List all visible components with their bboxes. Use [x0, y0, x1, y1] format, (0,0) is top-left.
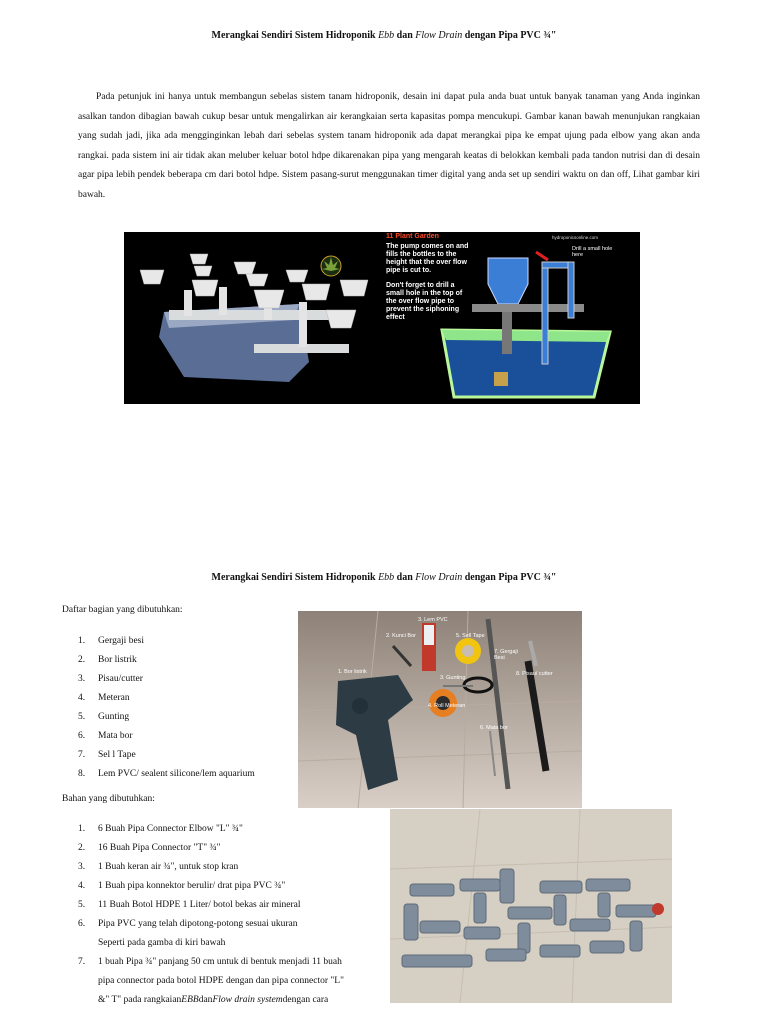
label-meteran: 4. Roll Meteran [428, 703, 466, 709]
list-item: 6. Mata bor [78, 730, 133, 741]
label-matabor: 6. Mata bor [480, 725, 508, 731]
label-pisau: 8. Pisau/ cutter [516, 671, 553, 677]
list-item: 3. Pisau/cutter [78, 673, 143, 684]
materials-list [78, 819, 344, 1009]
parts-heading: Daftar bagian yang dibutuhkan: [62, 605, 183, 615]
list-item: 4. Meteran [78, 692, 130, 703]
list-item: 1. 6 Buah Pipa Connector Elbow "L" ¾" [78, 823, 243, 834]
list-item: 7. Sel l Tape [78, 749, 136, 760]
list-item: 2. Bor listrik [78, 654, 137, 665]
label-gunting: 3. Gunting [440, 675, 466, 681]
list-item: 4. 1 Buah pipa konnektor berulir/ drat pipa PVC ¾" [78, 880, 286, 891]
list-item: 6. Pipa PVC yang telah dipotong-potong sesuai ukuran [78, 918, 298, 929]
label-kunci: 2. Kunci Bor [386, 633, 416, 639]
label-tape: 5. Sell Tape [456, 633, 485, 639]
list-item: 8. Lem PVC/ sealent silicone/lem aquarium [78, 768, 255, 779]
diagram-drill-note: Don't forget to drill a small hole in the top of the over flow pipe to prevent the siphoning effect [386, 282, 463, 321]
list-item: 5. Gunting [78, 711, 130, 722]
list-item-continuation: &" T" pada rangkaian EBB dan Flow drain system dengan cara [98, 994, 329, 1005]
list-item-continuation: Seperti pada gamba di kiri bawah [98, 937, 226, 948]
tools-photo [298, 611, 582, 808]
label-bor: 1. Bor listrik [338, 669, 367, 675]
section2-title: Merangkai Sendiri Sistem Hidroponik Ebb dan Flow Drain dengan Pipa PVC ¾" [211, 572, 557, 583]
label-lem: 3. Lem PVC [418, 617, 448, 623]
section1-title: Merangkai Sendiri Sistem Hidroponik Ebb dan Flow Drain dengan Pipa PVC ¾" [211, 30, 557, 41]
list-item: 3. 1 Buah keran air ¾", untuk stop kran [78, 861, 239, 872]
list-item: 7. 1 buah Pipa ¾" panjang 50 cm untuk di bentuk menjadi 11 buah [78, 956, 342, 967]
label-gergaji: 7. Gergaji Besi [494, 649, 518, 661]
list-item: 1. Gergaji besi [78, 635, 144, 646]
list-item: 2. 16 Buah Pipa Connector "T" ¾" [78, 842, 221, 853]
pipe-connectors-photo [390, 809, 672, 1003]
diagram-site: hydroponicsonline.com [552, 235, 599, 240]
garden-diagram-image [124, 232, 640, 404]
diagram-hole-note: Drill a small hole here [572, 246, 613, 258]
diagram-heading: 11 Plant Garden [386, 233, 439, 240]
intro-paragraph: Pada petunjuk ini hanya untuk membangun sebelas sistem tanam hidroponik, desain ini dapat pula anda buat untuk banyak tanaman yang Anda inginkan asalkan tandon dibagian bawah cukup besar untuk mengalirkan air kerangkaian serta kapasitas pompa mencukupi. Gambar kanan bawah menunjukan rangkaian yang sudah jadi, jika ada mengginginkan lebah dari sebelas system tanam hidroponik ada dapat merangkai pipa ke empat ujung pada elbow yang akan anda rangkai. pada sistem ini air tidak akan meluber keluar botol hdpe dikarenakan pipa yang mengarah keatas di belokkan kembali pada tandon nutrisi dan di desain agar pipa lebih pendek beberapa cm dari botol hdpe. Sistem pasang-surut menggunakan timer digital yang anda set up sendiri waktu on dan off, Lihat gambar kiri bawah. [78, 92, 700, 200]
list-item: 5. 11 Buah Botol HDPE 1 Liter/ botol bekas air mineral [78, 899, 301, 910]
parts-list [78, 631, 255, 783]
diagram-pump-note: The pump comes on and fills the bottles to the height that the over flow pipe is cut to. [386, 243, 469, 274]
list-item-continuation: pipa connector pada botol HDPE dengan dan pipa connector "L" [98, 975, 344, 986]
materials-heading: Bahan yang dibutuhkan: [62, 794, 155, 804]
